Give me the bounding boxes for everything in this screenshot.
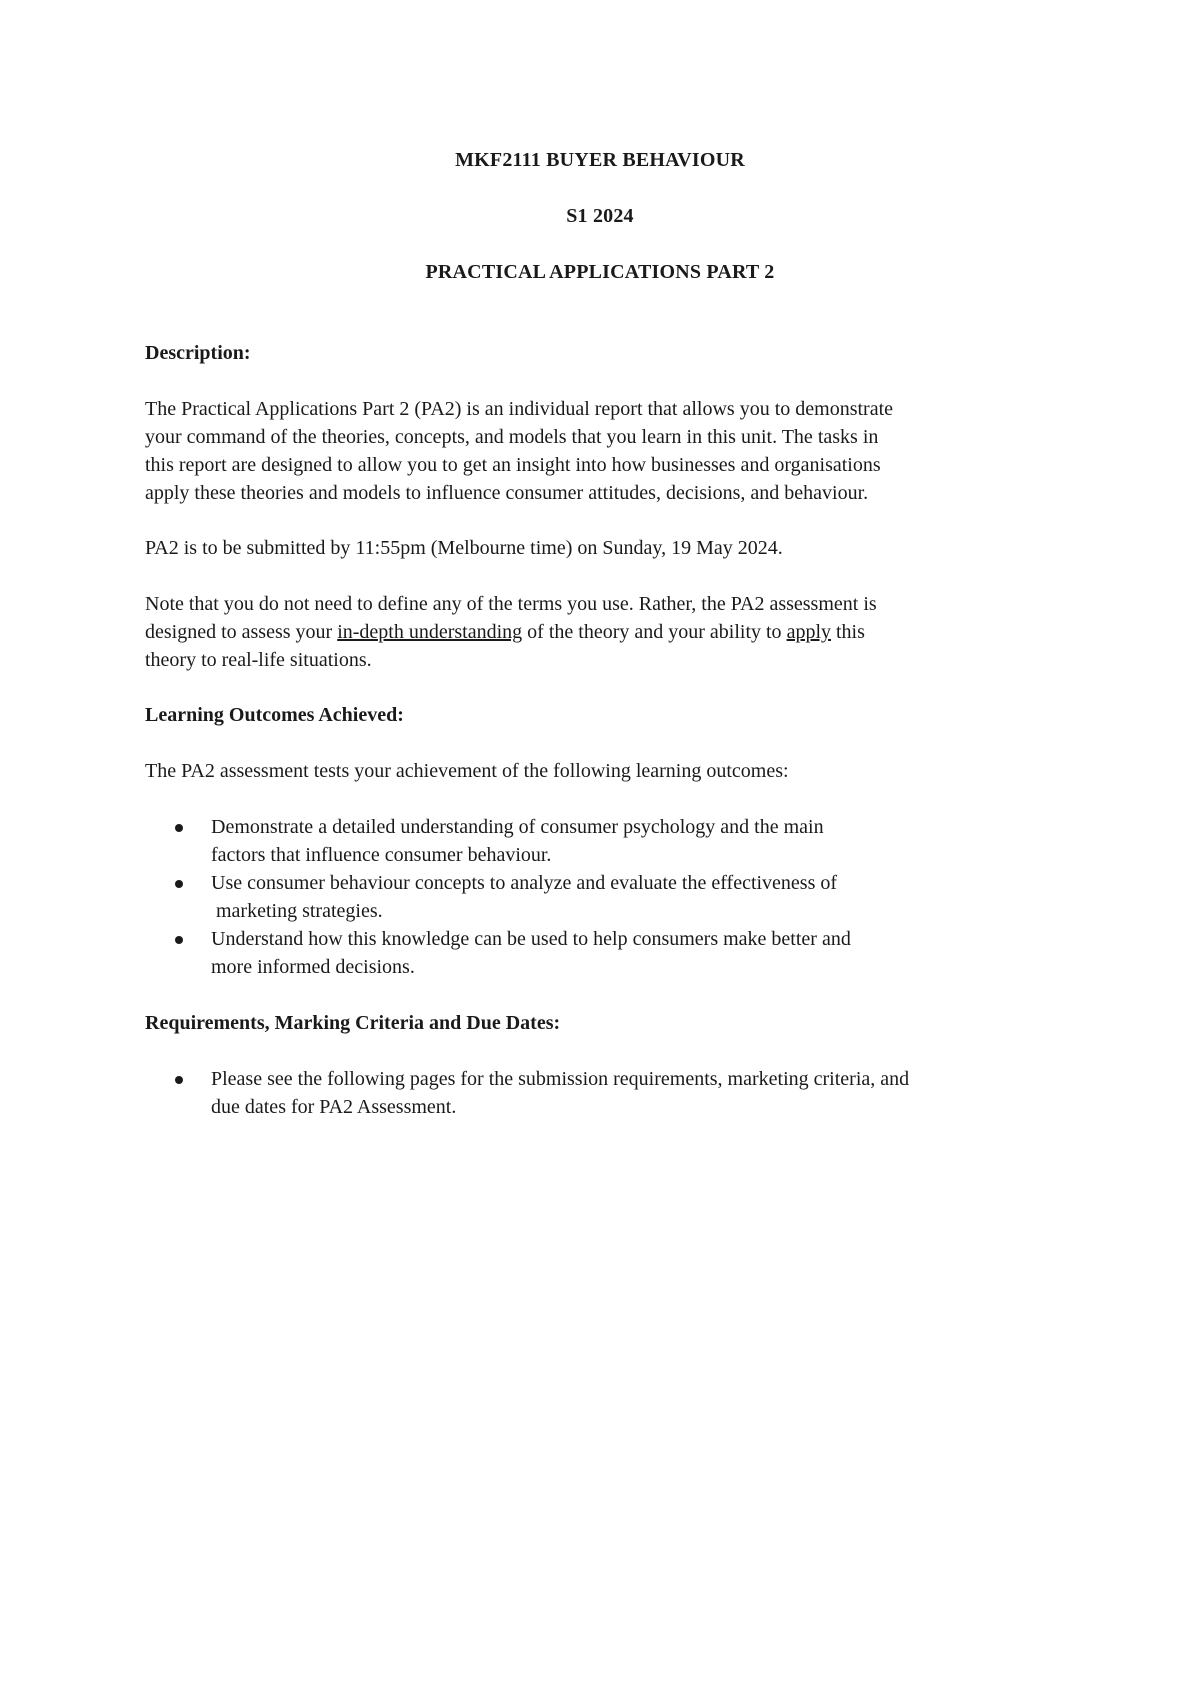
list-item-text: factors that influence consumer behaviour.: [211, 844, 552, 866]
bullet-icon: [175, 1076, 183, 1084]
description-heading: Description:: [145, 342, 251, 364]
list-item-text: Use consumer behaviour concepts to analyze and evaluate the effectiveness of: [211, 872, 838, 894]
due-date-paragraph: PA2 is to be submitted by 11:55pm (Melbourne time) on Sunday, 19 May 2024.: [145, 537, 783, 559]
semester-title: S1 2024: [566, 205, 634, 227]
learning-outcomes-heading: Learning Outcomes Achieved:: [145, 704, 404, 726]
list-item-text: more informed decisions.: [211, 956, 415, 978]
learning-outcomes-list: [145, 813, 1080, 981]
note-text: this: [831, 621, 865, 643]
list-item-text: due dates for PA2 Assessment.: [211, 1096, 457, 1118]
course-title: MKF2111 BUYER BEHAVIOUR: [455, 149, 745, 171]
bullet-icon: [175, 824, 183, 832]
bullet-icon: [175, 880, 183, 888]
requirements-list: [145, 1065, 1080, 1121]
list-item: [145, 925, 1080, 981]
note-line: theory to real-life situations.: [145, 649, 372, 671]
list-item-text: Please see the following pages for the submission requirements, marketing criteria, and: [211, 1068, 910, 1090]
learning-outcomes-intro: The PA2 assessment tests your achievement of the following learning outcomes:: [145, 760, 789, 782]
assessment-title: PRACTICAL APPLICATIONS PART 2: [425, 261, 775, 283]
requirements-heading: Requirements, Marking Criteria and Due Dates:: [145, 1012, 561, 1034]
description-line: this report are designed to allow you to get an insight into how businesses and organisations: [145, 454, 881, 476]
underlined-apply: apply: [786, 621, 831, 643]
note-text: designed to assess your: [145, 621, 338, 643]
description-line: The Practical Applications Part 2 (PA2) is an individual report that allows you to demonstrate: [145, 398, 894, 420]
list-item: [145, 1065, 1080, 1121]
description-paragraph-3: [145, 590, 1080, 674]
description-line: apply these theories and models to influence consumer attitudes, decisions, and behaviour.: [145, 482, 869, 504]
note-text: of the theory and your ability to: [522, 621, 787, 643]
note-line: Note that you do not need to define any of the terms you use. Rather, the PA2 assessment is: [145, 593, 877, 615]
list-item-text: Understand how this knowledge can be used to help consumers make better and: [211, 928, 851, 950]
list-item: [145, 813, 1080, 869]
description-paragraph-1: [145, 395, 1080, 507]
bullet-icon: [175, 936, 183, 944]
note-line: [145, 618, 1080, 646]
description-line: your command of the theories, concepts, and models that you learn in this unit. The tasks in: [145, 426, 879, 448]
list-item-text: marketing strategies.: [211, 900, 383, 922]
list-item: [145, 869, 1080, 925]
list-item-text: Demonstrate a detailed understanding of consumer psychology and the main: [211, 816, 824, 838]
underlined-in-depth-understanding: in-depth understanding: [337, 621, 523, 643]
